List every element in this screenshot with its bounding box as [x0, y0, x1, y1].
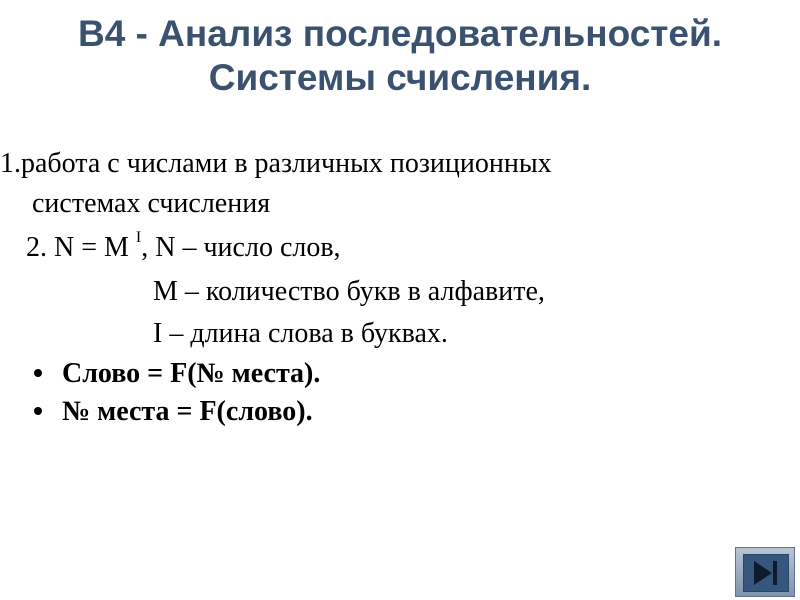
- end-arrow-icon: [736, 548, 796, 598]
- formula-exponent: I: [135, 229, 142, 246]
- formula-prefix: 2. N = M: [26, 232, 129, 263]
- list-item-2-m-definition: M – количество букв в алфавите,: [153, 276, 545, 307]
- end-slide-button[interactable]: [735, 547, 795, 597]
- bullet-item: [34, 358, 320, 390]
- bullet-text: № места = F(слово).: [62, 396, 313, 427]
- formula-rest: , N – число слов,: [141, 232, 341, 263]
- list-item-1: 1.работа с числами в различных позиционных: [0, 148, 552, 179]
- bullet-icon: [34, 407, 42, 415]
- title-line-1: В4 - Анализ последовательностей.: [77, 13, 722, 54]
- title-line-2: Системы счисления.: [208, 57, 592, 98]
- bullet-icon: [34, 369, 42, 377]
- bullet-text: Слово = F(№ места).: [62, 358, 321, 389]
- slide-title: [0, 12, 800, 100]
- list-item-2-i-definition: I – длина слова в буквах.: [153, 318, 448, 349]
- bullet-item: [34, 396, 313, 428]
- list-item-2: [26, 229, 341, 264]
- list-item-1-continuation: системах счисления: [32, 188, 271, 219]
